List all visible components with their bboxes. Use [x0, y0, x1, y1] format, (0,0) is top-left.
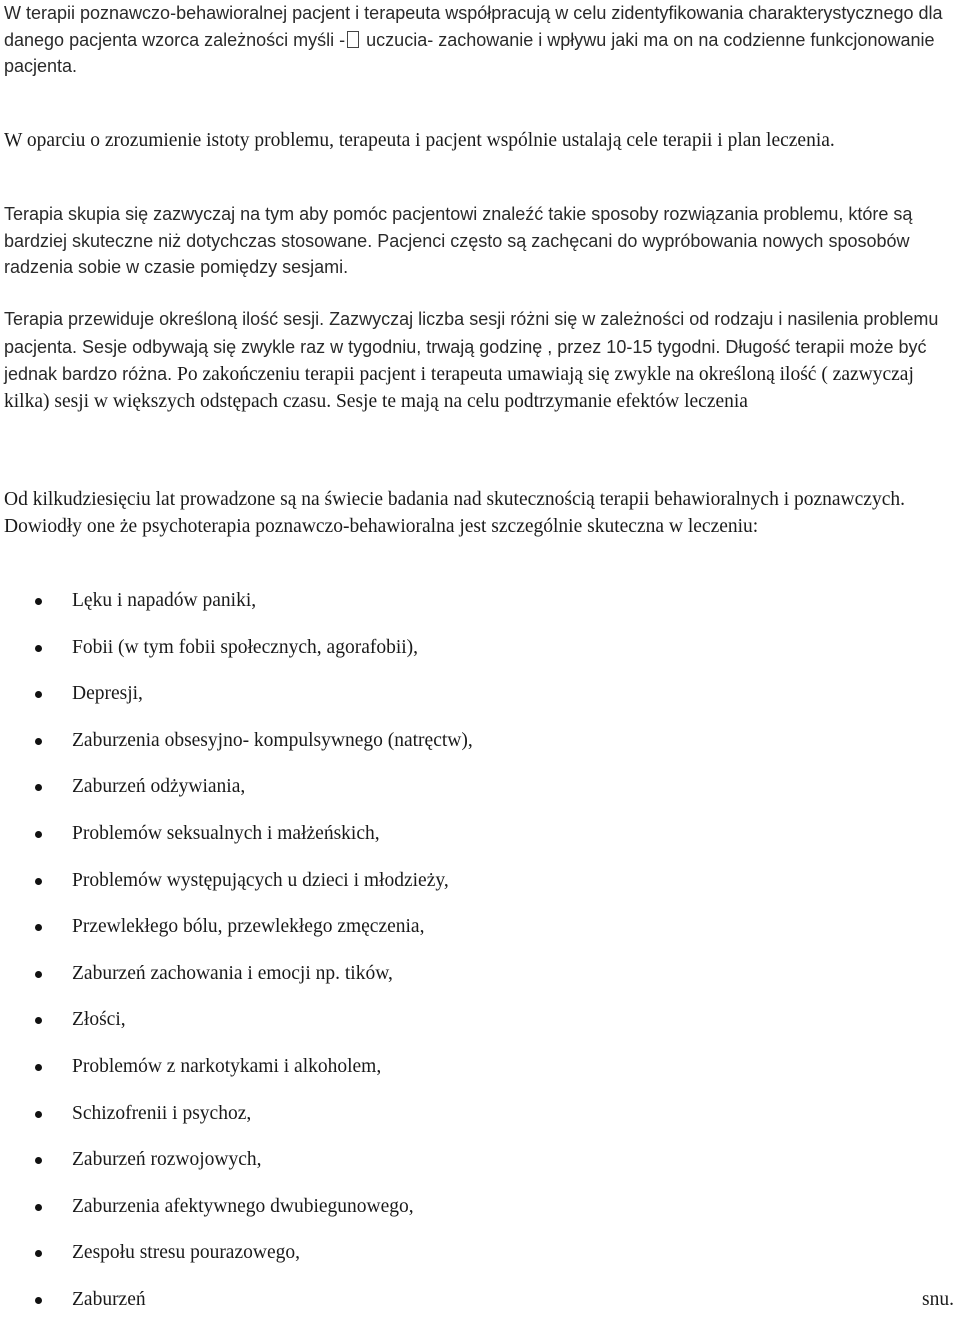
list-item-label: Lęku i napadów paniki, [72, 590, 257, 611]
missing-glyph-icon [347, 31, 359, 48]
paragraph-goals: W oparciu o zrozumienie istoty problemu, terapeuta i pacjent wspólnie ustalają cele terapii i plan leczenia. [4, 130, 835, 151]
paragraph-intro-text-1: W terapii poznawczo-behawioralnej pacjent i terapeuta współpracują w celu zidentyfikowania charakterystycznego dla danego pacjenta wzorca zależności myśli - [4, 3, 943, 50]
bullet-icon [35, 1297, 42, 1304]
paragraph-sessions [4, 306, 956, 415]
paragraph-focus: Terapia skupia się zazwyczaj na tym aby pomóc pacjentowi znaleźć takie sposoby rozwiązania problemu, które są bardziej skuteczne niż dotychczas stosowane. Pacjenci często są zachęcani do wypróbowania nowych sposobów radzenia sobie w czasie pomiędzy sesjami. [4, 204, 913, 277]
list-item-label: Problemów z narkotykami i alkoholem, [72, 1055, 382, 1077]
paragraph-intro [4, 0, 956, 80]
list-item [4, 774, 956, 821]
list-item [4, 1287, 956, 1334]
list-item [4, 868, 956, 915]
paragraph-research-text-1: Od kilkudziesięciu lat prowadzone są na świecie badania nad skutecznością terapii behawioralnych i poznawczych. [4, 489, 905, 510]
list-item-label-tail: snu. [922, 1288, 954, 1310]
bullet-icon [35, 831, 42, 838]
list-item [4, 1147, 956, 1194]
list-item-label: Zaburzeń [72, 1288, 146, 1310]
bullet-icon [35, 1017, 42, 1024]
list-item [4, 821, 956, 868]
list-item [4, 588, 956, 635]
list-item [4, 1054, 956, 1101]
list-item [4, 914, 956, 961]
list-item-label: Przewlekłego bólu, przewlekłego zmęczenia, [72, 916, 425, 938]
list-item-label: Złości, [72, 1009, 126, 1031]
list-item-label: Fobii (w tym fobii społecznych, agorafobii), [72, 636, 419, 658]
paragraph-sessions-text-2: Po zakończeniu terapii pacjent i terapeuta umawiają się zwykle na określoną ilość ( zazwyczaj kilka) sesji w większych odstępach czasu. Sesje te mają na celu podtrzymanie efektów leczenia [4, 364, 914, 412]
list-item-label: Depresji, [72, 683, 143, 705]
paragraph-sessions-text-1: Terapia przewiduje określoną ilość sesji. Zazwyczaj liczba sesji różni się w zależności od rodzaju i nasilenia problemu pacjenta. Sesje odbywają się zwykle raz w tygodniu, trwają godzinę , przez 10-15 tygodni. Długość terapii może być jednak bardzo różna. [4, 309, 939, 384]
list-item [4, 1101, 956, 1148]
list-item-label: Zaburzenia obsesyjno- kompulsywnego (natręctw), [72, 729, 473, 751]
list-item [4, 1194, 956, 1241]
bullet-icon [35, 1204, 42, 1211]
bullet-icon [35, 784, 42, 791]
list-item-label: Zaburzenia afektywnego dwubiegunowego, [72, 1195, 414, 1217]
conditions-list [4, 588, 956, 1334]
paragraph-research-text-2: Dowiodły one że psychoterapia poznawczo-behawioralna jest szczególnie skuteczna w leczeniu: [4, 515, 759, 537]
bullet-icon [35, 924, 42, 931]
list-item-label: Problemów występujących u dzieci i młodzieży, [72, 869, 449, 891]
list-item [4, 635, 956, 682]
bullet-icon [35, 971, 42, 978]
list-item-label: Schizofrenii i psychoz, [72, 1102, 252, 1124]
bullet-icon [35, 878, 42, 885]
list-item [4, 961, 956, 1008]
paragraph-intro-text-2: uczucia- zachowanie i wpływu jaki ma on na codzienne funkcjonowanie pacjenta. [4, 29, 935, 76]
list-item-label: Zaburzeń zachowania i emocji np. tików, [72, 962, 393, 984]
list-item [4, 681, 956, 728]
list-item-label: Zespołu stresu pourazowego, [72, 1242, 300, 1264]
bullet-icon [35, 1250, 42, 1257]
bullet-icon [35, 738, 42, 745]
bullet-icon [35, 645, 42, 652]
list-item [4, 728, 956, 775]
bullet-icon [35, 691, 42, 698]
list-item-label: Problemów seksualnych i małżeńskich, [72, 822, 380, 844]
list-item-label: Zaburzeń rozwojowych, [72, 1149, 262, 1171]
bullet-icon [35, 1111, 42, 1118]
paragraph-research [4, 487, 956, 540]
list-item [4, 1240, 956, 1287]
bullet-icon [35, 1064, 42, 1071]
bullet-icon [35, 1157, 42, 1164]
list-item [4, 1007, 956, 1054]
list-item-label: Zaburzeń odżywiania, [72, 776, 246, 798]
bullet-icon [35, 598, 42, 605]
